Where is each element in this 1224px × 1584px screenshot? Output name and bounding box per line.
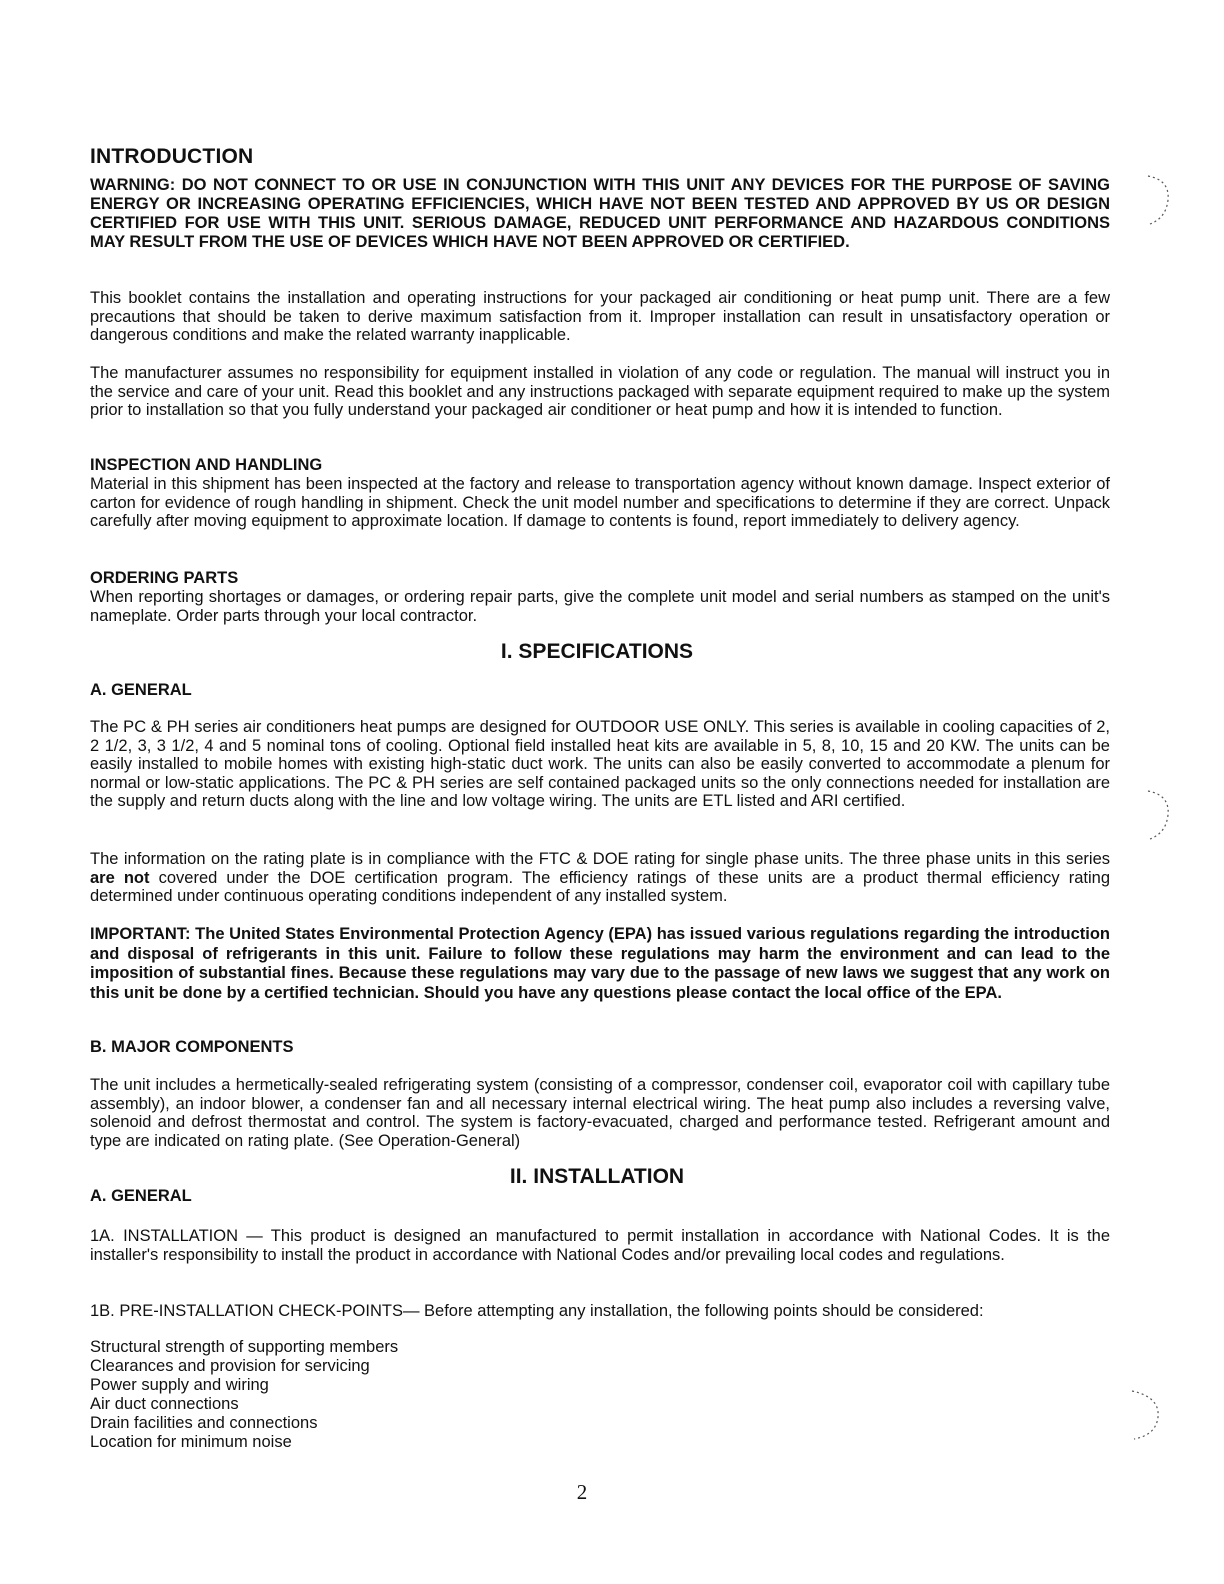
install-general-heading: A. GENERAL: [90, 1187, 192, 1205]
page-number: 2: [576, 1480, 588, 1504]
spec-general-heading: A. GENERAL: [90, 681, 192, 699]
spec-general-paragraph-1: The PC & PH series air conditioners heat pumps are designed for OUTDOOR USE ONLY. This series is available in cooling capacities of 2, 2 1/2, 3, 3 1/2, 4 and 5 nominal tons of cooling. Optional field installed heat kits are available in 5, 8, 10, 15 and 20 KW. The units can be easily installed to mobile homes with existing high-static duct work. The units can also be easily converted to accommodate a plenum for normal or low-static applications. The PC & PH series are self contained packaged units so the only connections needed for installation are the supply and return ducts along with the line and low voltage wiring. The units are ETL listed and ARI certified.: [90, 718, 1110, 810]
spec-general-paragraph-2: [90, 850, 1110, 906]
checkpoint-item: Air duct connections: [90, 1395, 239, 1413]
major-components-heading: B. MAJOR COMPONENTS: [90, 1038, 294, 1056]
checkpoint-item: Clearances and provision for servicing: [90, 1357, 370, 1375]
inspection-heading: INSPECTION AND HANDLING: [90, 456, 323, 474]
binder-hole-mark-icon: [1140, 170, 1180, 230]
installation-1b-lead: 1B. PRE-INSTALLATION CHECK-POINTS—: [90, 1302, 425, 1320]
binder-hole-mark-icon: [1120, 1385, 1170, 1445]
installation-1b-text: Before attempting any installation, the following points should be considered:: [424, 1302, 984, 1320]
specifications-title: I. SPECIFICATIONS: [500, 640, 694, 663]
checkpoint-list: [90, 1338, 1110, 1452]
warning-notice: WARNING: DO NOT CONNECT TO OR USE IN CONJUNCTION WITH THIS UNIT ANY DEVICES FOR THE PURPOSE OF SAVING ENERGY OR INCREASING OPERATING EFFICIENCIES, WHICH HAVE NOT BEEN TESTED AND APPROVED BY US OR DESIGN CERTIFIED FOR USE WITH THIS UNIT. SERIOUS DAMAGE, REDUCED UNIT PERFORMANCE AND HAZARDOUS CONDITIONS MAY RESULT FROM THE USE OF DEVICES WHICH HAVE NOT BEEN APPROVED OR CERTIFIED.: [90, 176, 1110, 251]
para2-text-start: The information on the rating plate is in compliance with the FTC & DOE rating for single phase units. The three phase units in this series: [90, 850, 1110, 868]
binder-hole-mark-icon: [1140, 785, 1180, 845]
ordering-heading: ORDERING PARTS: [90, 569, 239, 587]
checkpoint-item: Drain facilities and connections: [90, 1414, 318, 1432]
checkpoint-item: Power supply and wiring: [90, 1376, 269, 1394]
checkpoint-item: Location for minimum noise: [90, 1433, 292, 1451]
para2-text-end: covered under the DOE certification program. The efficiency ratings of these units are a product thermal efficiency rating determined under continuous operating conditions independent of any installed system.: [90, 868, 1110, 905]
epa-important-notice: IMPORTANT: The United States Environmental Protection Agency (EPA) has issued various regulations regarding the introduction and disposal of refrigerants in this unit. Failure to follow these regulations may harm the environment and can lead to the imposition of substantial fines. Because these regulations may vary due to the passage of new laws we suggest that any work on this unit be done by a certified technician. Should you have any questions please contact the local office of the EPA.: [90, 925, 1110, 1002]
installation-title: II. INSTALLATION: [509, 1165, 685, 1188]
introduction-heading: INTRODUCTION: [90, 145, 254, 168]
ordering-text: When reporting shortages or damages, or ordering repair parts, give the complete unit model and serial numbers as stamped on the unit's nameplate. Order parts through your local contractor.: [90, 588, 1110, 625]
para2-bold-phrase: are not: [90, 868, 150, 887]
checkpoint-item: Structural strength of supporting members: [90, 1338, 399, 1356]
installation-1a: 1A. INSTALLATION — This product is designed an manufactured to permit installation in accordance with National Codes. It is the installer's responsibility to install the product in accordance with National Codes and/or prevailing local codes and regulations.: [90, 1227, 1110, 1264]
intro-paragraph-2: The manufacturer assumes no responsibility for equipment installed in violation of any code or regulation. The manual will instruct you in the service and care of your unit. Read this booklet and any instructions packaged with separate equipment required to make up the system prior to installation so that you fully understand your packaged air conditioner or heat pump and how it is intended to function.: [90, 364, 1110, 419]
installation-1b: [90, 1302, 1110, 1321]
inspection-text: Material in this shipment has been inspected at the factory and release to transportation agency without known damage. Inspect exterior of carton for evidence of rough handling in shipment. Check the unit model number and specifications to determine if they are correct. Unpack carefully after moving equipment to approximate location. If damage to contents is found, report immediately to delivery agency.: [90, 475, 1110, 530]
intro-paragraph-1: This booklet contains the installation and operating instructions for your packaged air conditioning or heat pump unit. There are a few precautions that should be taken to derive maximum satisfaction from it. Improper installation can result in unsatisfactory operation or dangerous conditions and make the related warranty inapplicable.: [90, 289, 1110, 344]
major-components-text: The unit includes a hermetically-sealed refrigerating system (consisting of a compressor, condenser coil, evaporator coil with capillary tube assembly), an indoor blower, a condenser fan and all necessary internal electrical wiring. The heat pump also includes a reversing valve, solenoid and defrost thermostat and control. The system is factory-evacuated, charged and performance tested. Refrigerant amount and type are indicated on rating plate. (See Operation-General): [90, 1076, 1110, 1150]
